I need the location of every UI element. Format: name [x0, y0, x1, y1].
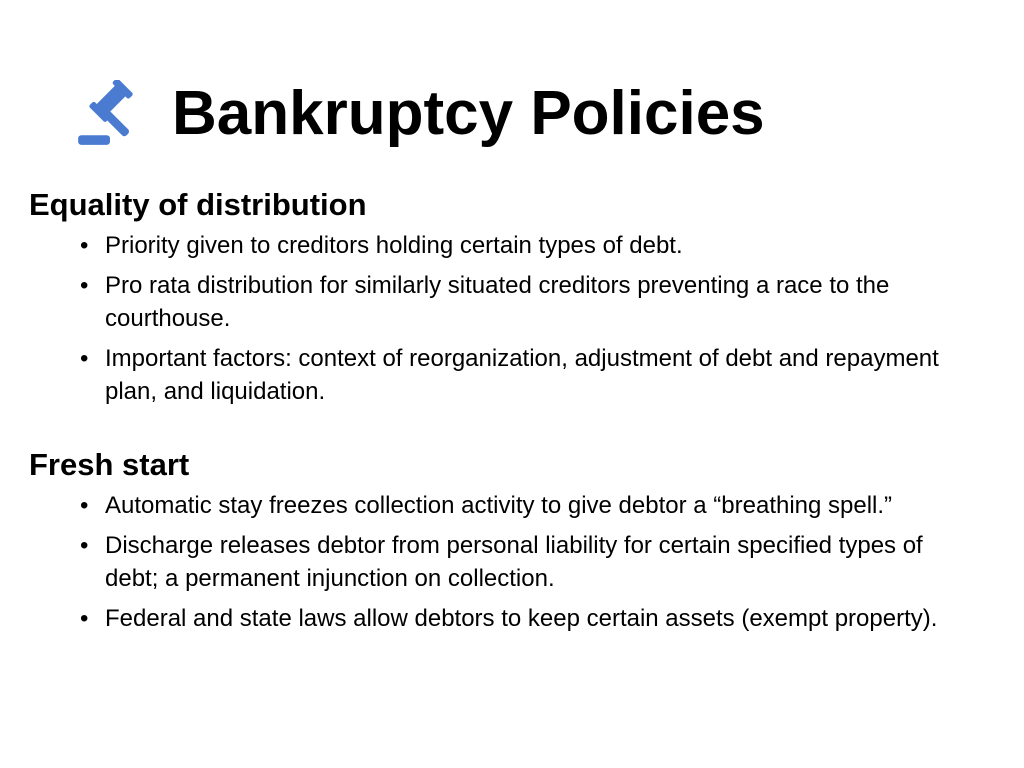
bullet-text: Important factors: context of reorganization, adjustment of debt and repayment plan, and liquidation.	[105, 345, 939, 405]
bullet-item	[29, 529, 965, 595]
title-row	[76, 78, 765, 150]
bullet-dot-icon: •	[80, 492, 89, 519]
bullet-item	[29, 229, 965, 262]
bullet-item	[29, 489, 965, 522]
bullet-text: Automatic stay freezes collection activity to give debtor a “breathing spell.”	[105, 492, 893, 519]
bullet-dot-icon: •	[80, 345, 89, 372]
bullet-item	[29, 602, 965, 635]
bullet-list	[29, 229, 979, 408]
bullet-item	[29, 269, 965, 335]
section-fresh-start	[29, 445, 979, 642]
bullet-text: Federal and state laws allow debtors to keep certain assets (exempt property).	[105, 605, 938, 632]
slide-title: Bankruptcy Policies	[172, 79, 765, 148]
section-equality-of-distribution	[29, 185, 979, 415]
gavel-icon	[76, 80, 144, 148]
bullet-text: Priority given to creditors holding certain types of debt.	[105, 232, 683, 259]
bullet-dot-icon: •	[80, 605, 89, 632]
section-heading: Fresh start	[29, 447, 190, 482]
bullet-dot-icon: •	[80, 532, 89, 559]
bullet-item	[29, 342, 965, 408]
bullet-list	[29, 489, 979, 635]
bullet-dot-icon: •	[80, 272, 89, 299]
bullet-text: Pro rata distribution for similarly situated creditors preventing a race to the courthouse.	[105, 272, 890, 332]
section-heading: Equality of distribution	[29, 187, 367, 222]
bullet-dot-icon: •	[80, 232, 89, 259]
bullet-text: Discharge releases debtor from personal liability for certain specified types of debt; a permanent injunction on collection.	[105, 532, 923, 592]
